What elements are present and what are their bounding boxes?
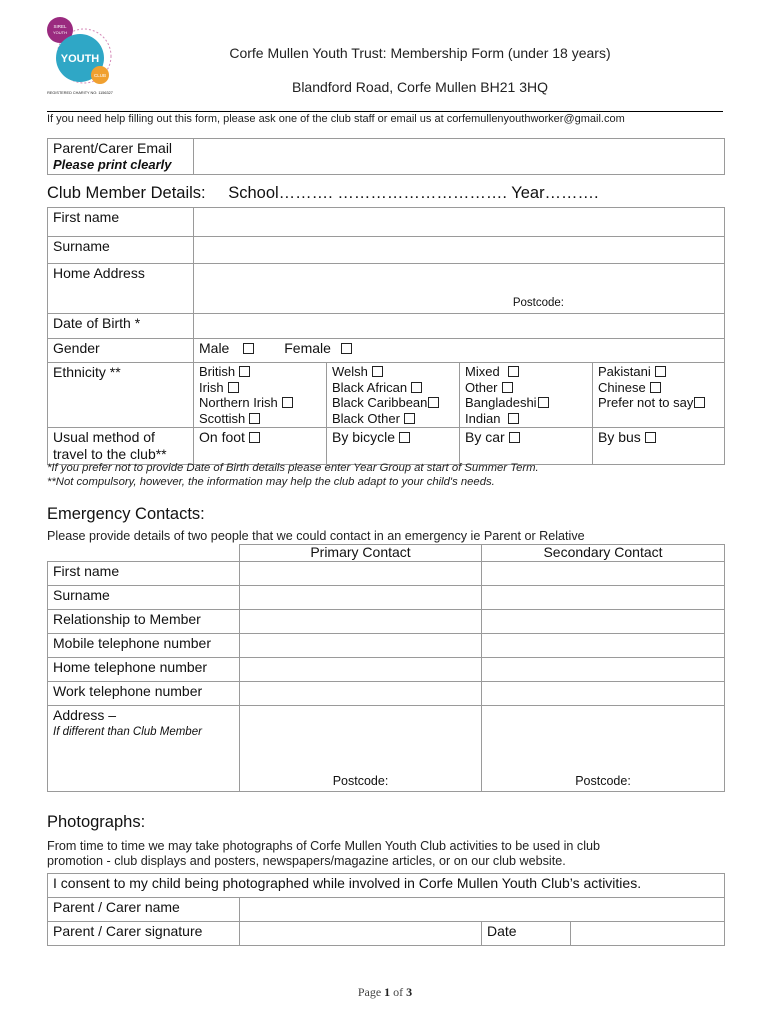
primary-surname-field[interactable]: [240, 586, 482, 610]
parent-signature-field[interactable]: [240, 922, 482, 946]
eth-black-other-checkbox[interactable]: [404, 413, 415, 424]
secondary-home-phone-field[interactable]: [482, 658, 725, 682]
eth-northern-irish-label: Northern Irish: [199, 395, 278, 410]
ethnicity-col-1: [194, 363, 327, 428]
eth-chinese-checkbox[interactable]: [650, 382, 661, 393]
eth-prefer-not-checkbox[interactable]: [694, 397, 705, 408]
eth-scottish-checkbox[interactable]: [249, 413, 260, 424]
eth-bangladeshi-checkbox[interactable]: [538, 397, 549, 408]
club-address: Blandford Road, Corfe Mullen BH21 3HQ: [291, 79, 549, 95]
primary-contact-header: Primary Contact: [240, 545, 482, 562]
travel-label: [48, 428, 194, 465]
svg-text:SIREL: SIREL: [53, 24, 67, 29]
eth-indian-label: Indian: [465, 410, 501, 426]
secondary-mobile-field[interactable]: [482, 634, 725, 658]
travel-car-label: By car: [465, 429, 505, 445]
primary-first-name-field[interactable]: [240, 562, 482, 586]
primary-work-phone-field[interactable]: [240, 682, 482, 706]
dob-label: Date of Birth *: [48, 314, 194, 339]
eth-northern-irish-checkbox[interactable]: [282, 397, 293, 408]
member-details-table: [47, 207, 725, 465]
emergency-surname-label: Surname: [48, 586, 240, 610]
emergency-mobile-label: Mobile telephone number: [48, 634, 240, 658]
svg-text:CLUB: CLUB: [93, 73, 107, 78]
eth-british-label: British: [199, 364, 236, 379]
travel-car-cell: [460, 428, 593, 465]
dob-field[interactable]: [194, 314, 725, 339]
photo-consent-statement: I consent to my child being photographed while involved in Corfe Mullen Youth Club’s activities.: [48, 874, 725, 898]
photographs-text-line-2: promotion - club displays and posters, newspapers/magazine articles, or on our club website.: [47, 854, 566, 868]
eth-black-caribbean-checkbox[interactable]: [428, 397, 439, 408]
travel-car-checkbox[interactable]: [509, 432, 520, 443]
eth-scottish-label: Scottish: [199, 410, 246, 426]
secondary-relationship-field[interactable]: [482, 610, 725, 634]
first-name-label: First name: [48, 208, 194, 237]
svg-text:YOUTH: YOUTH: [60, 53, 100, 65]
page-footer: [0, 985, 770, 1000]
youth-club-logo: [44, 14, 116, 96]
travel-foot-cell: [194, 428, 327, 465]
travel-foot-checkbox[interactable]: [249, 432, 260, 443]
gender-options: [194, 339, 725, 363]
female-checkbox[interactable]: [341, 343, 352, 354]
eth-mixed-checkbox[interactable]: [508, 366, 519, 377]
photographs-heading: Photographs:: [47, 813, 146, 831]
primary-address-field[interactable]: [240, 706, 482, 792]
emergency-address-label: Address –: [53, 707, 117, 723]
secondary-work-phone-field[interactable]: [482, 682, 725, 706]
primary-postcode-label: Postcode:: [332, 774, 389, 788]
primary-home-phone-field[interactable]: [240, 658, 482, 682]
emergency-first-name-label: First name: [48, 562, 240, 586]
travel-bus-label: By bus: [598, 429, 641, 445]
eth-black-caribbean-label: Black Caribbean: [332, 395, 428, 410]
home-address-label: Home Address: [48, 264, 194, 314]
parent-name-field[interactable]: [240, 898, 725, 922]
header-divider: [47, 111, 723, 112]
emergency-table: [47, 544, 725, 792]
eth-other-label: Other: [465, 379, 498, 395]
emergency-intro: Please provide details of two people that we could contact in an emergency ie Parent or Relative: [47, 529, 585, 543]
footer-page-total: 3: [406, 985, 413, 999]
member-details-heading: [47, 184, 599, 203]
dob-footnote: *If you prefer not to provide Date of Birth details please enter Year Group at start of Summer Term.: [47, 462, 539, 474]
eth-black-african-checkbox[interactable]: [411, 382, 422, 393]
home-address-field[interactable]: [194, 264, 725, 314]
emergency-corner: [48, 545, 240, 562]
svg-text:REGISTERED CHARITY NO: 1156327: REGISTERED CHARITY NO: 1156327: [47, 91, 113, 95]
ethnicity-label: Ethnicity **: [48, 363, 194, 428]
eth-chinese-label: Chinese: [598, 379, 646, 395]
parent-name-label: Parent / Carer name: [48, 898, 240, 922]
photo-consent-table: [47, 873, 725, 946]
ethnicity-footnote: **Not compulsory, however, the information may help the club adapt to your child's needs.: [47, 476, 495, 488]
travel-bus-checkbox[interactable]: [645, 432, 656, 443]
parent-email-hint: Please print clearly: [53, 157, 172, 172]
male-label: Male: [199, 340, 230, 356]
svg-text:YOUTH: YOUTH: [53, 30, 67, 35]
travel-foot-label: On foot: [199, 429, 245, 445]
parent-email-label: Parent/Carer Email: [53, 140, 173, 156]
form-title: Corfe Mullen Youth Trust: Membership Form (under 18 years): [229, 45, 611, 61]
eth-british-checkbox[interactable]: [239, 366, 250, 377]
secondary-address-field[interactable]: [482, 706, 725, 792]
secondary-contact-header: Secondary Contact: [482, 545, 725, 562]
emergency-address-label-cell: [48, 706, 240, 792]
eth-bangladeshi-label: Bangladeshi: [465, 395, 537, 410]
male-checkbox[interactable]: [243, 343, 254, 354]
eth-black-african-label: Black African: [332, 379, 408, 395]
emergency-work-phone-label: Work telephone number: [48, 682, 240, 706]
travel-label-line-1: Usual method of: [53, 429, 155, 445]
emergency-heading: Emergency Contacts:: [47, 505, 205, 523]
ethnicity-col-3: [460, 363, 593, 428]
eth-welsh-label: Welsh: [332, 364, 368, 379]
first-name-field[interactable]: [194, 208, 725, 237]
secondary-first-name-field[interactable]: [482, 562, 725, 586]
secondary-postcode-label: Postcode:: [575, 774, 631, 788]
help-text: If you need help filling out this form, please ask one of the club staff or email us at corfemullenyouthworker@gmail.com: [47, 113, 625, 125]
travel-label-line-2: travel to the club**: [53, 446, 167, 462]
emergency-home-phone-label: Home telephone number: [48, 658, 240, 682]
eth-welsh-checkbox[interactable]: [372, 366, 383, 377]
parent-email-table: [47, 138, 725, 175]
footer-page-number: 1: [384, 985, 391, 999]
ethnicity-col-4: [593, 363, 725, 428]
member-postcode-label: Postcode:: [512, 297, 564, 309]
member-heading-text: Club Member Details:: [47, 184, 206, 202]
ethnicity-col-2: [327, 363, 460, 428]
eth-other-checkbox[interactable]: [502, 382, 513, 393]
eth-irish-label: Irish: [199, 379, 224, 395]
footer-page-word: Page: [357, 985, 382, 999]
parent-email-field[interactable]: [194, 139, 725, 175]
gender-label: Gender: [48, 339, 194, 363]
eth-prefer-not-label: Prefer not to say: [598, 395, 694, 410]
travel-bus-cell: [593, 428, 725, 465]
school-year-line[interactable]: School………. …………………………. Year……….: [228, 184, 599, 202]
eth-pakistani-label: Pakistani: [598, 364, 651, 379]
parent-email-label-cell: [48, 139, 194, 175]
eth-pakistani-checkbox[interactable]: [655, 366, 666, 377]
surname-label: Surname: [48, 237, 194, 264]
eth-black-other-label: Black Other: [332, 410, 400, 426]
emergency-relationship-label: Relationship to Member: [48, 610, 240, 634]
date-field[interactable]: [571, 922, 725, 946]
footer-of-word: of: [393, 985, 404, 999]
travel-bicycle-checkbox[interactable]: [399, 432, 410, 443]
emergency-address-hint: If different than Club Member: [53, 726, 202, 738]
travel-bicycle-cell: [327, 428, 460, 465]
female-label: Female: [284, 340, 331, 356]
primary-relationship-field[interactable]: [240, 610, 482, 634]
eth-indian-checkbox[interactable]: [508, 413, 519, 424]
parent-signature-label: Parent / Carer signature: [48, 922, 240, 946]
primary-mobile-field[interactable]: [240, 634, 482, 658]
eth-irish-checkbox[interactable]: [228, 382, 239, 393]
secondary-surname-field[interactable]: [482, 586, 725, 610]
date-label: Date: [482, 922, 571, 946]
travel-bicycle-label: By bicycle: [332, 429, 396, 445]
photographs-text-line-1: From time to time we may take photographs of Corfe Mullen Youth Club activities to be used in club: [47, 839, 601, 853]
surname-field[interactable]: [194, 237, 725, 264]
eth-mixed-label: Mixed: [465, 364, 500, 379]
